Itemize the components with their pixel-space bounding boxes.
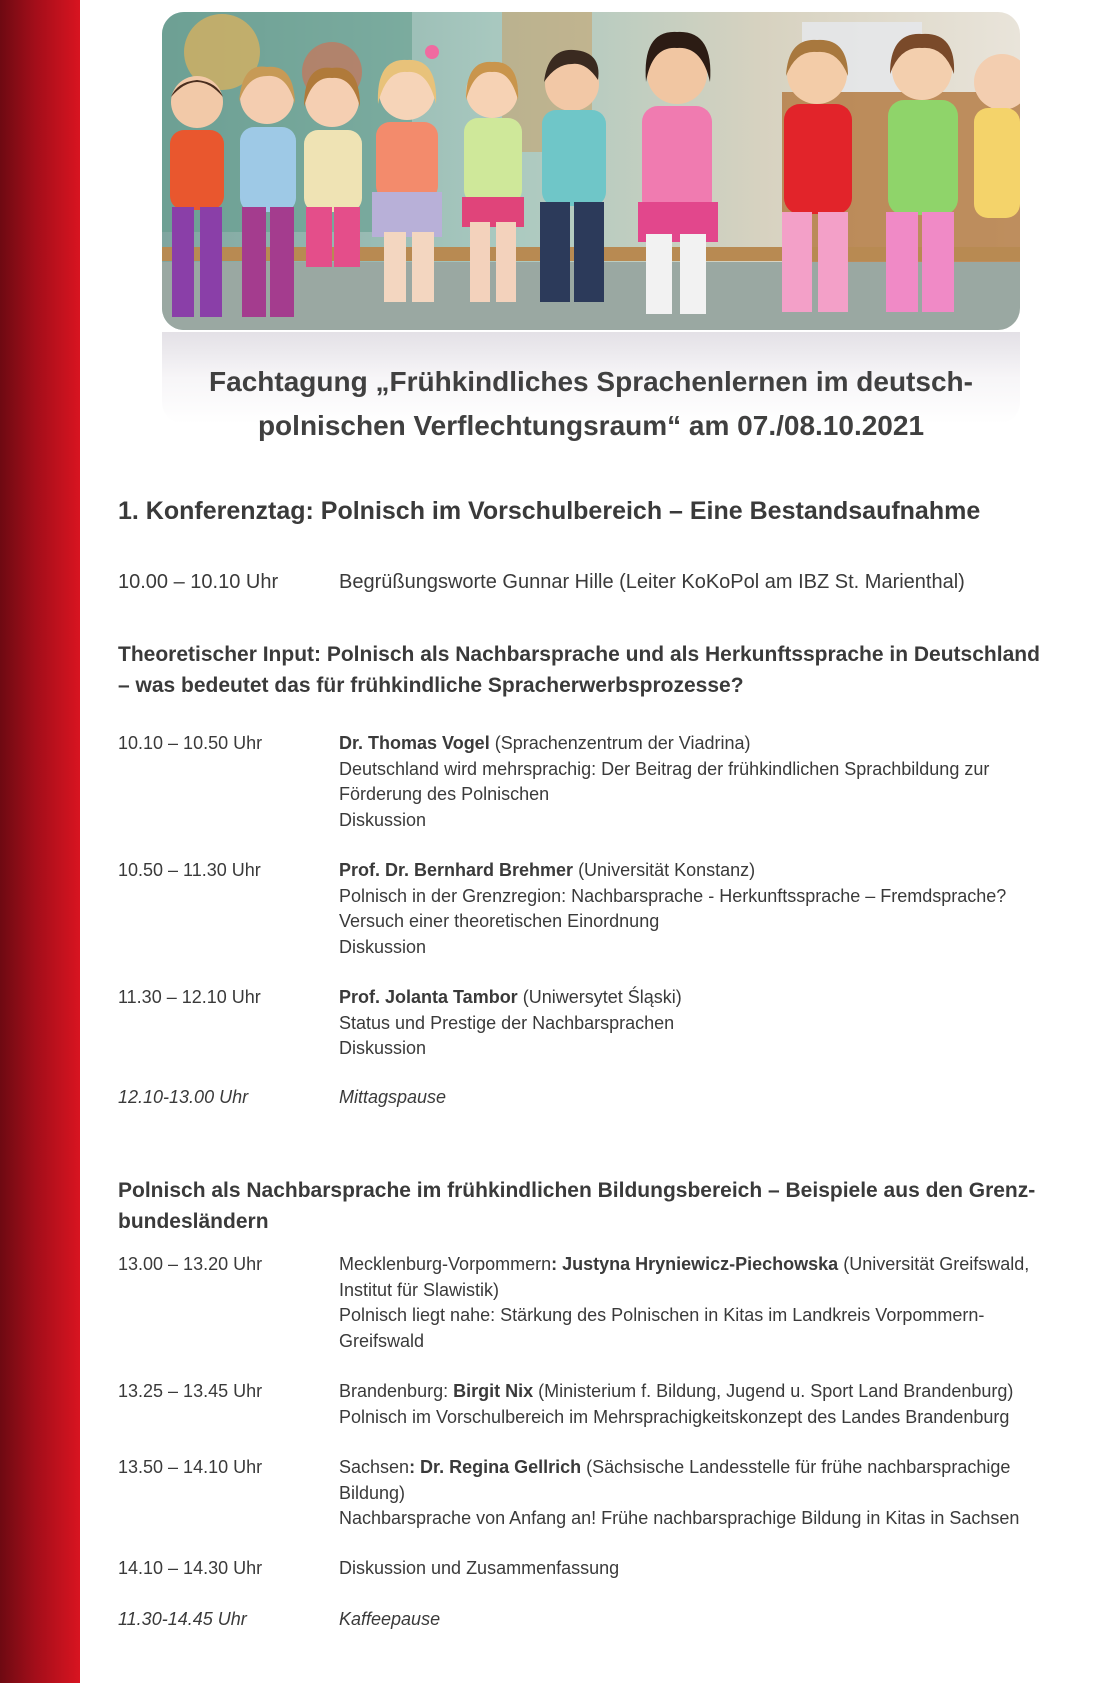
speaker-name: Prof. Jolanta Tambor <box>339 987 518 1007</box>
speaker-name: Dr. Thomas Vogel <box>339 733 490 753</box>
speaker-name: : Dr. Regina Gellrich <box>409 1457 582 1477</box>
speaker-name: : Justyna Hryniewicz-Piechowska <box>551 1254 839 1274</box>
discussion-label: Diskussion <box>339 936 427 957</box>
schedule-time: 13.00 – 13.20 Uhr <box>118 1254 263 1274</box>
talk-title-line: Polnisch im Vorschulbereich im Mehrsprachigkeitskonzept des Landes Brandenburg <box>339 1406 1010 1427</box>
schedule-time: 11.30 – 12.10 Uhr <box>118 987 261 1007</box>
discussion-label: Diskussion <box>339 809 427 830</box>
page-title-line1: Fachtagung „Frühkindliches Sprachenlernen im deutsch- <box>209 366 973 397</box>
children-photo-illustration <box>162 12 1020 330</box>
welcome-time: 10.00 – 10.10 Uhr <box>118 571 279 593</box>
region-label: Mecklenburg-Vorpommern <box>339 1254 552 1274</box>
schedule-time: 10.50 – 11.30 Uhr <box>118 860 261 880</box>
break-label: Kaffeepause <box>339 1609 441 1629</box>
schedule-time: 14.10 – 14.30 Uhr <box>118 1558 263 1578</box>
talk-title-line: Bildung) <box>339 1482 406 1503</box>
break-time: 12.10-13.00 Uhr <box>118 1087 249 1107</box>
region-label: Brandenburg: <box>339 1381 454 1401</box>
header-photo-children <box>162 12 1020 330</box>
section2-heading-line1: Polnisch als Nachbarsprache im frühkindlichen Bildungsbereich – Beispiele aus den Grenz- <box>118 1179 1036 1202</box>
talk-title-line: Deutschland wird mehrsprachig: Der Beitrag der frühkindlichen Sprachbildung zur <box>339 758 990 779</box>
talk-title-line: Polnisch liegt nahe: Stärkung des Polnischen in Kitas im Landkreis Vorpommern- <box>339 1305 985 1325</box>
page-title <box>150 360 1032 448</box>
discussion-summary: Diskussion und Zusammenfassung <box>339 1558 620 1578</box>
section1-heading-line1: Theoretischer Input: Polnisch als Nachbarsprache und als Herkunftssprache in Deutschland <box>118 643 1040 666</box>
break-time: 11.30-14.45 Uhr <box>118 1609 247 1629</box>
section2-heading <box>118 1175 1068 1237</box>
speaker-name: Prof. Dr. Bernhard Brehmer <box>339 860 574 880</box>
schedule-details <box>339 1455 1069 1532</box>
schedule-time: 13.50 – 14.10 Uhr <box>118 1457 263 1477</box>
schedule-details <box>339 1379 1069 1430</box>
talk-title-line: Institut für Slawistik) <box>339 1279 500 1300</box>
schedule-time: 10.10 – 10.50 Uhr <box>118 733 263 753</box>
red-side-bar <box>0 0 80 1683</box>
welcome-text: Begrüßungsworte Gunnar Hille (Leiter KoKoPol am IBZ St. Marienthal) <box>339 571 965 593</box>
talk-title-line: Nachbarsprache von Anfang an! Frühe nachbarsprachige Bildung in Kitas in Sachsen <box>339 1508 1020 1528</box>
talk-title-line: Förderung des Polnischen <box>339 784 550 804</box>
break-label: Mittagspause <box>339 1087 447 1107</box>
section2-heading-line2: bundesländern <box>118 1210 269 1233</box>
talk-title-line: Polnisch in der Grenzregion: Nachbarsprache - Herkunftssprache – Fremdsprache? <box>339 885 1007 906</box>
day1-heading: 1. Konferenztag: Polnisch im Vorschulbereich – Eine Bestandsaufnahme <box>118 497 981 525</box>
speaker-name: Birgit Nix <box>453 1381 534 1401</box>
schedule-details <box>339 731 1069 833</box>
talk-title-line: Greifswald <box>339 1330 425 1351</box>
speaker-affiliation: (Universität Konstanz) <box>573 860 756 880</box>
section1-heading-line2: – was bedeutet das für frühkindliche Spracherwerbsprozesse? <box>118 674 744 697</box>
schedule-details <box>339 858 1069 960</box>
section1-heading <box>118 639 1068 701</box>
speaker-affiliation: (Uniwersytet Śląski) <box>517 987 682 1007</box>
schedule-details <box>339 985 1069 1062</box>
region-label: Sachsen <box>339 1457 410 1477</box>
discussion-label: Diskussion <box>339 1038 427 1058</box>
schedule-details <box>339 1252 1069 1354</box>
speaker-affiliation: (Ministerium f. Bildung, Jugend u. Sport Land Brandenburg) <box>533 1381 1014 1401</box>
speaker-affiliation: (Sächsische Landesstelle für frühe nachbarsprachige <box>581 1457 1011 1477</box>
talk-title-line: Status und Prestige der Nachbarsprachen <box>339 1012 675 1033</box>
speaker-affiliation: (Universität Greifswald, <box>838 1254 1030 1274</box>
talk-title-line: Versuch einer theoretischen Einordnung <box>339 911 660 931</box>
schedule-time: 13.25 – 13.45 Uhr <box>118 1381 263 1401</box>
page-title-line2: polnischen Verflechtungsraum“ am 07./08.10.2021 <box>257 410 925 441</box>
speaker-affiliation: (Sprachenzentrum der Viadrina) <box>489 733 751 753</box>
